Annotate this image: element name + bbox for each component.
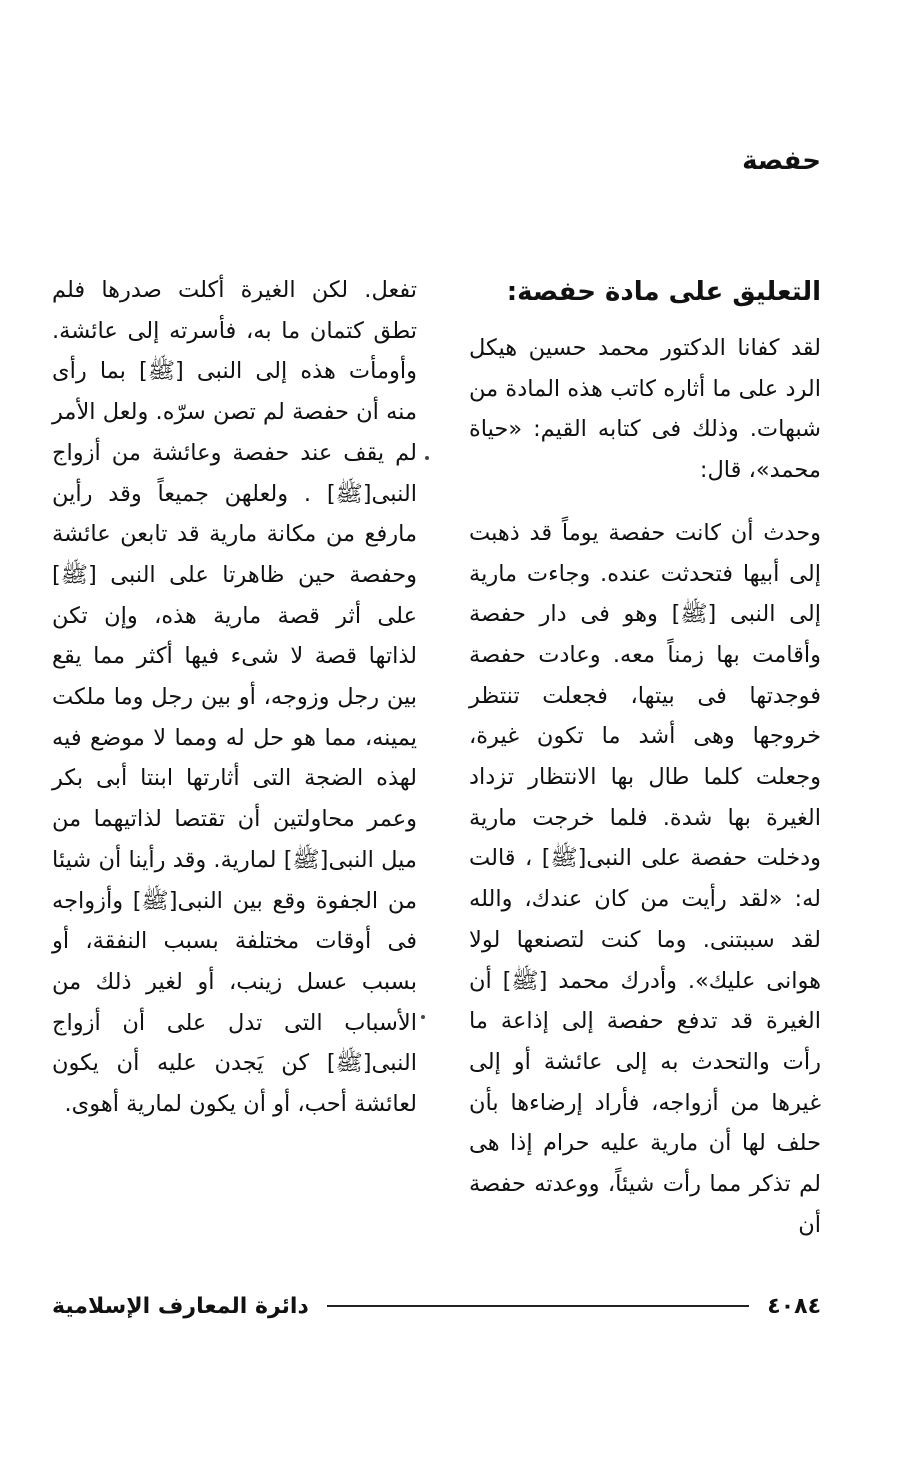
left-paragraph-1: تفعل. لكن الغيرة أكلت صدرها فلم تطق كتمان ما به، فأسرته إلى عائشة. وأومأت هذه إلى النبى [ﷺ] بما رأى منه أن حفصة لم تصن سرّه. ولعل الأمر لم يقف عند حفصة وعائشة من أزواج النبى[ﷺ] . ولعلهن جميعاً وقد رأين مارفع من مكانة مارية قد تابعن عائشة وحفصة حين ظاهرتا على النبى [ﷺ] على أثر قصة مارية هذه، وإن تكن لذاتها قصة لا شىء فيها أكثر مما يقع بين رجل وزوجه، أو بين رجل وما ملكت يمينه، مما هو حل له ومما لا موضع فيه لهذه الضجة التى أثارتها ابنتا أبى بكر وعمر محاولتين أن تقتصا لذاتيهما من ميل النبى[ﷺ] لمارية. وقد رأينا أن شيئا من الجفوة وقع بين النبى[ﷺ] وأزواجه فى أوقات مختلفة بسبب النفقة، أو بسبب عسل زينب، أو لغير ذلك من الأسباب التى تدل على أن أزواج النبى[ﷺ] كن يَجدن عليه أن يكون لعائشة أحب، أو أن يكون لمارية أهوى. (52, 277, 417, 1118)
footer-rule (327, 1305, 750, 1307)
margin-dot (421, 1015, 425, 1019)
left-column (52, 270, 417, 1125)
margin-dot (425, 456, 429, 460)
right-paragraph-2: وحدث أن كانت حفصة يوماً قد ذهبت إلى أبيها فتحدثت عنده. وجاءت مارية إلى النبى [ﷺ] وهو فى دار حفصة وأقامت بها زمناً معه. وعادت حفصة فوجدتها فى بيتها، فجعلت تنتظر خروجها وهى أشد ما تكون غيرة، وجعلت كلما طال بها الانتظار تزداد الغيرة بها شدة. فلما خرجت مارية ودخلت حفصة على النبى[ﷺ] ، قالت له: «لقد رأيت من كان عندك، والله لقد سببتنى. وما كنت لتصنعها لولا هوانى عليك». وأدرك محمد [ﷺ] أن الغيرة قد تدفع حفصة إلى إذاعة ما رأت والتحدث به إلى عائشة أو إلى غيرها من أزواجه، فأراد إرضاءها بأن حلف لها أن مارية عليه حرام إذا هى لم تذكر مما رأت شيئاً، ووعدته حفصة أن (469, 519, 821, 1238)
section-heading: التعليق على مادة حفصة: (506, 277, 821, 307)
running-head: حفصة (742, 146, 821, 176)
book-title: دائرة المعارف الإسلامية (52, 1293, 309, 1319)
right-paragraph-1: لقد كفانا الدكتور محمد حسين هيكل الرد على ما أثاره كاتب هذه المادة من شبهات. وذلك فى كتابه القيم: «حياة محمد»، قال: (469, 335, 821, 484)
right-column (469, 270, 821, 1245)
page-number: ٤٠٨٤ (767, 1293, 821, 1319)
page-footer (52, 1288, 821, 1324)
